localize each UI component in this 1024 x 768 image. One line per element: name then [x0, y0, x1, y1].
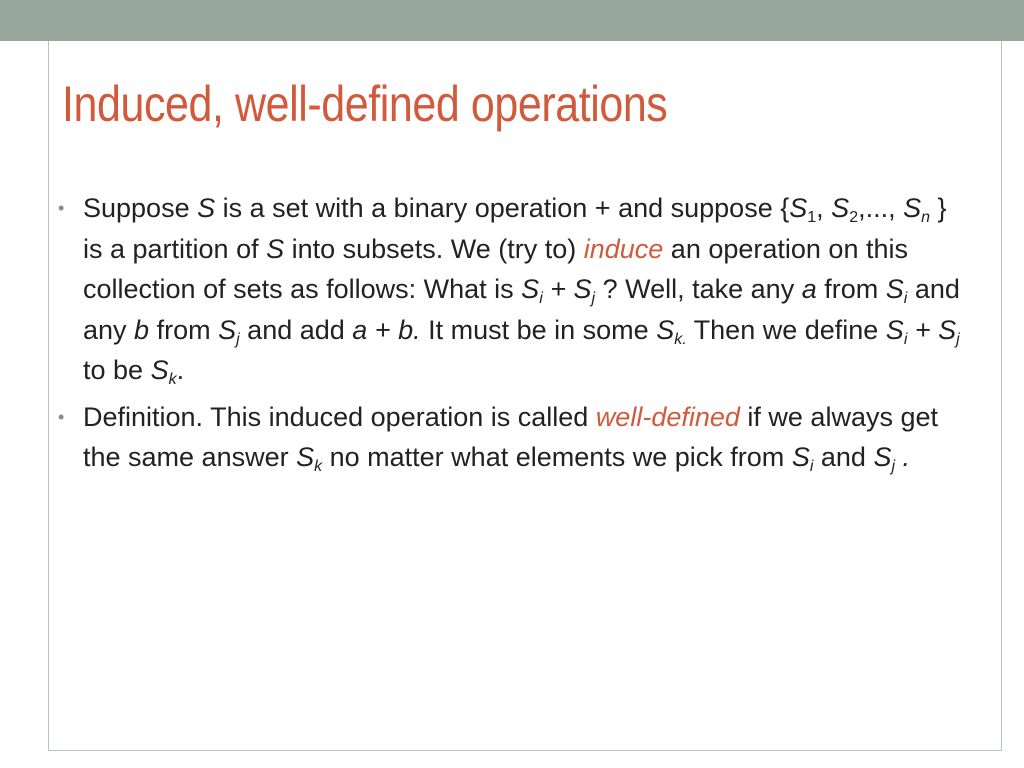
math-symbol: a + b. [352, 314, 421, 345]
text-run: is a set with a binary operation + and suppose { [215, 193, 790, 223]
text-run: and [813, 442, 874, 472]
text-run: and add [239, 314, 353, 345]
bullet-marker: • [58, 198, 65, 218]
subscript: k [314, 458, 323, 475]
math-symbol: b [134, 314, 150, 345]
text-run: to be [83, 355, 151, 385]
emphasis-term: induce [583, 233, 664, 264]
subscript: i [809, 458, 814, 475]
subscript: 2 [849, 209, 859, 226]
bullet-point [58, 188, 963, 391]
math-symbol: S [885, 274, 904, 304]
text-run: , [816, 193, 832, 223]
math-symbol: S [791, 442, 810, 472]
bullet-marker: • [58, 406, 65, 427]
subscript: j [591, 290, 596, 307]
text-run: into subsets. We (try to) [284, 233, 584, 264]
math-symbol: S [266, 233, 285, 264]
text-run: ,..., [858, 193, 904, 223]
math-symbol: S [885, 314, 904, 345]
math-symbol: S [296, 442, 315, 472]
subscript: i [539, 290, 543, 307]
math-symbol: S [150, 355, 169, 385]
math-symbol: . [895, 442, 911, 472]
text-run: Definition. This induced operation is called [83, 401, 596, 432]
text-run: from [816, 274, 886, 304]
bullet-point [58, 397, 963, 478]
math-symbol: + S [907, 314, 957, 345]
math-symbol: S [789, 193, 808, 223]
math-symbol: + S [542, 274, 592, 304]
math-symbol: S [197, 193, 216, 223]
math-symbol: S [873, 442, 892, 472]
subscript: 1 [807, 209, 817, 226]
math-symbol: S [831, 193, 850, 223]
emphasis-term: well-defined [595, 401, 740, 432]
bullet-text [83, 193, 960, 388]
text-run: if we always get the same answer [83, 401, 938, 472]
text-run: It must be in some [420, 314, 657, 345]
slide-body [58, 188, 963, 484]
text-run: ? Well, take any [595, 274, 802, 304]
slide-title: Induced, well-defined operations [62, 76, 668, 132]
subscript: k. [674, 330, 687, 348]
math-symbol: a [801, 274, 817, 304]
subscript: j [236, 330, 240, 348]
subscript: k [168, 371, 177, 388]
math-symbol: S [903, 193, 922, 223]
math-symbol: S [218, 314, 237, 345]
text-run: an operation on this collection of sets as follows: What is [83, 233, 908, 304]
text-run: } is a partition of [83, 193, 947, 264]
subscript: j [956, 330, 960, 348]
bullet-text [83, 402, 938, 473]
math-symbol: S [656, 314, 675, 345]
subscript: i [903, 330, 908, 348]
text-run: . [176, 355, 185, 385]
subscript: j [891, 458, 896, 475]
text-run: Suppose [83, 193, 198, 223]
subscript: n [921, 209, 931, 226]
text-run: and any [83, 274, 960, 345]
text-run: Then we define [686, 314, 886, 345]
slide-header-band [0, 0, 1024, 41]
text-run: no matter what elements we pick from [322, 442, 792, 472]
text-run: from [149, 314, 219, 345]
subscript: i [903, 290, 908, 307]
math-symbol: S [521, 274, 540, 304]
